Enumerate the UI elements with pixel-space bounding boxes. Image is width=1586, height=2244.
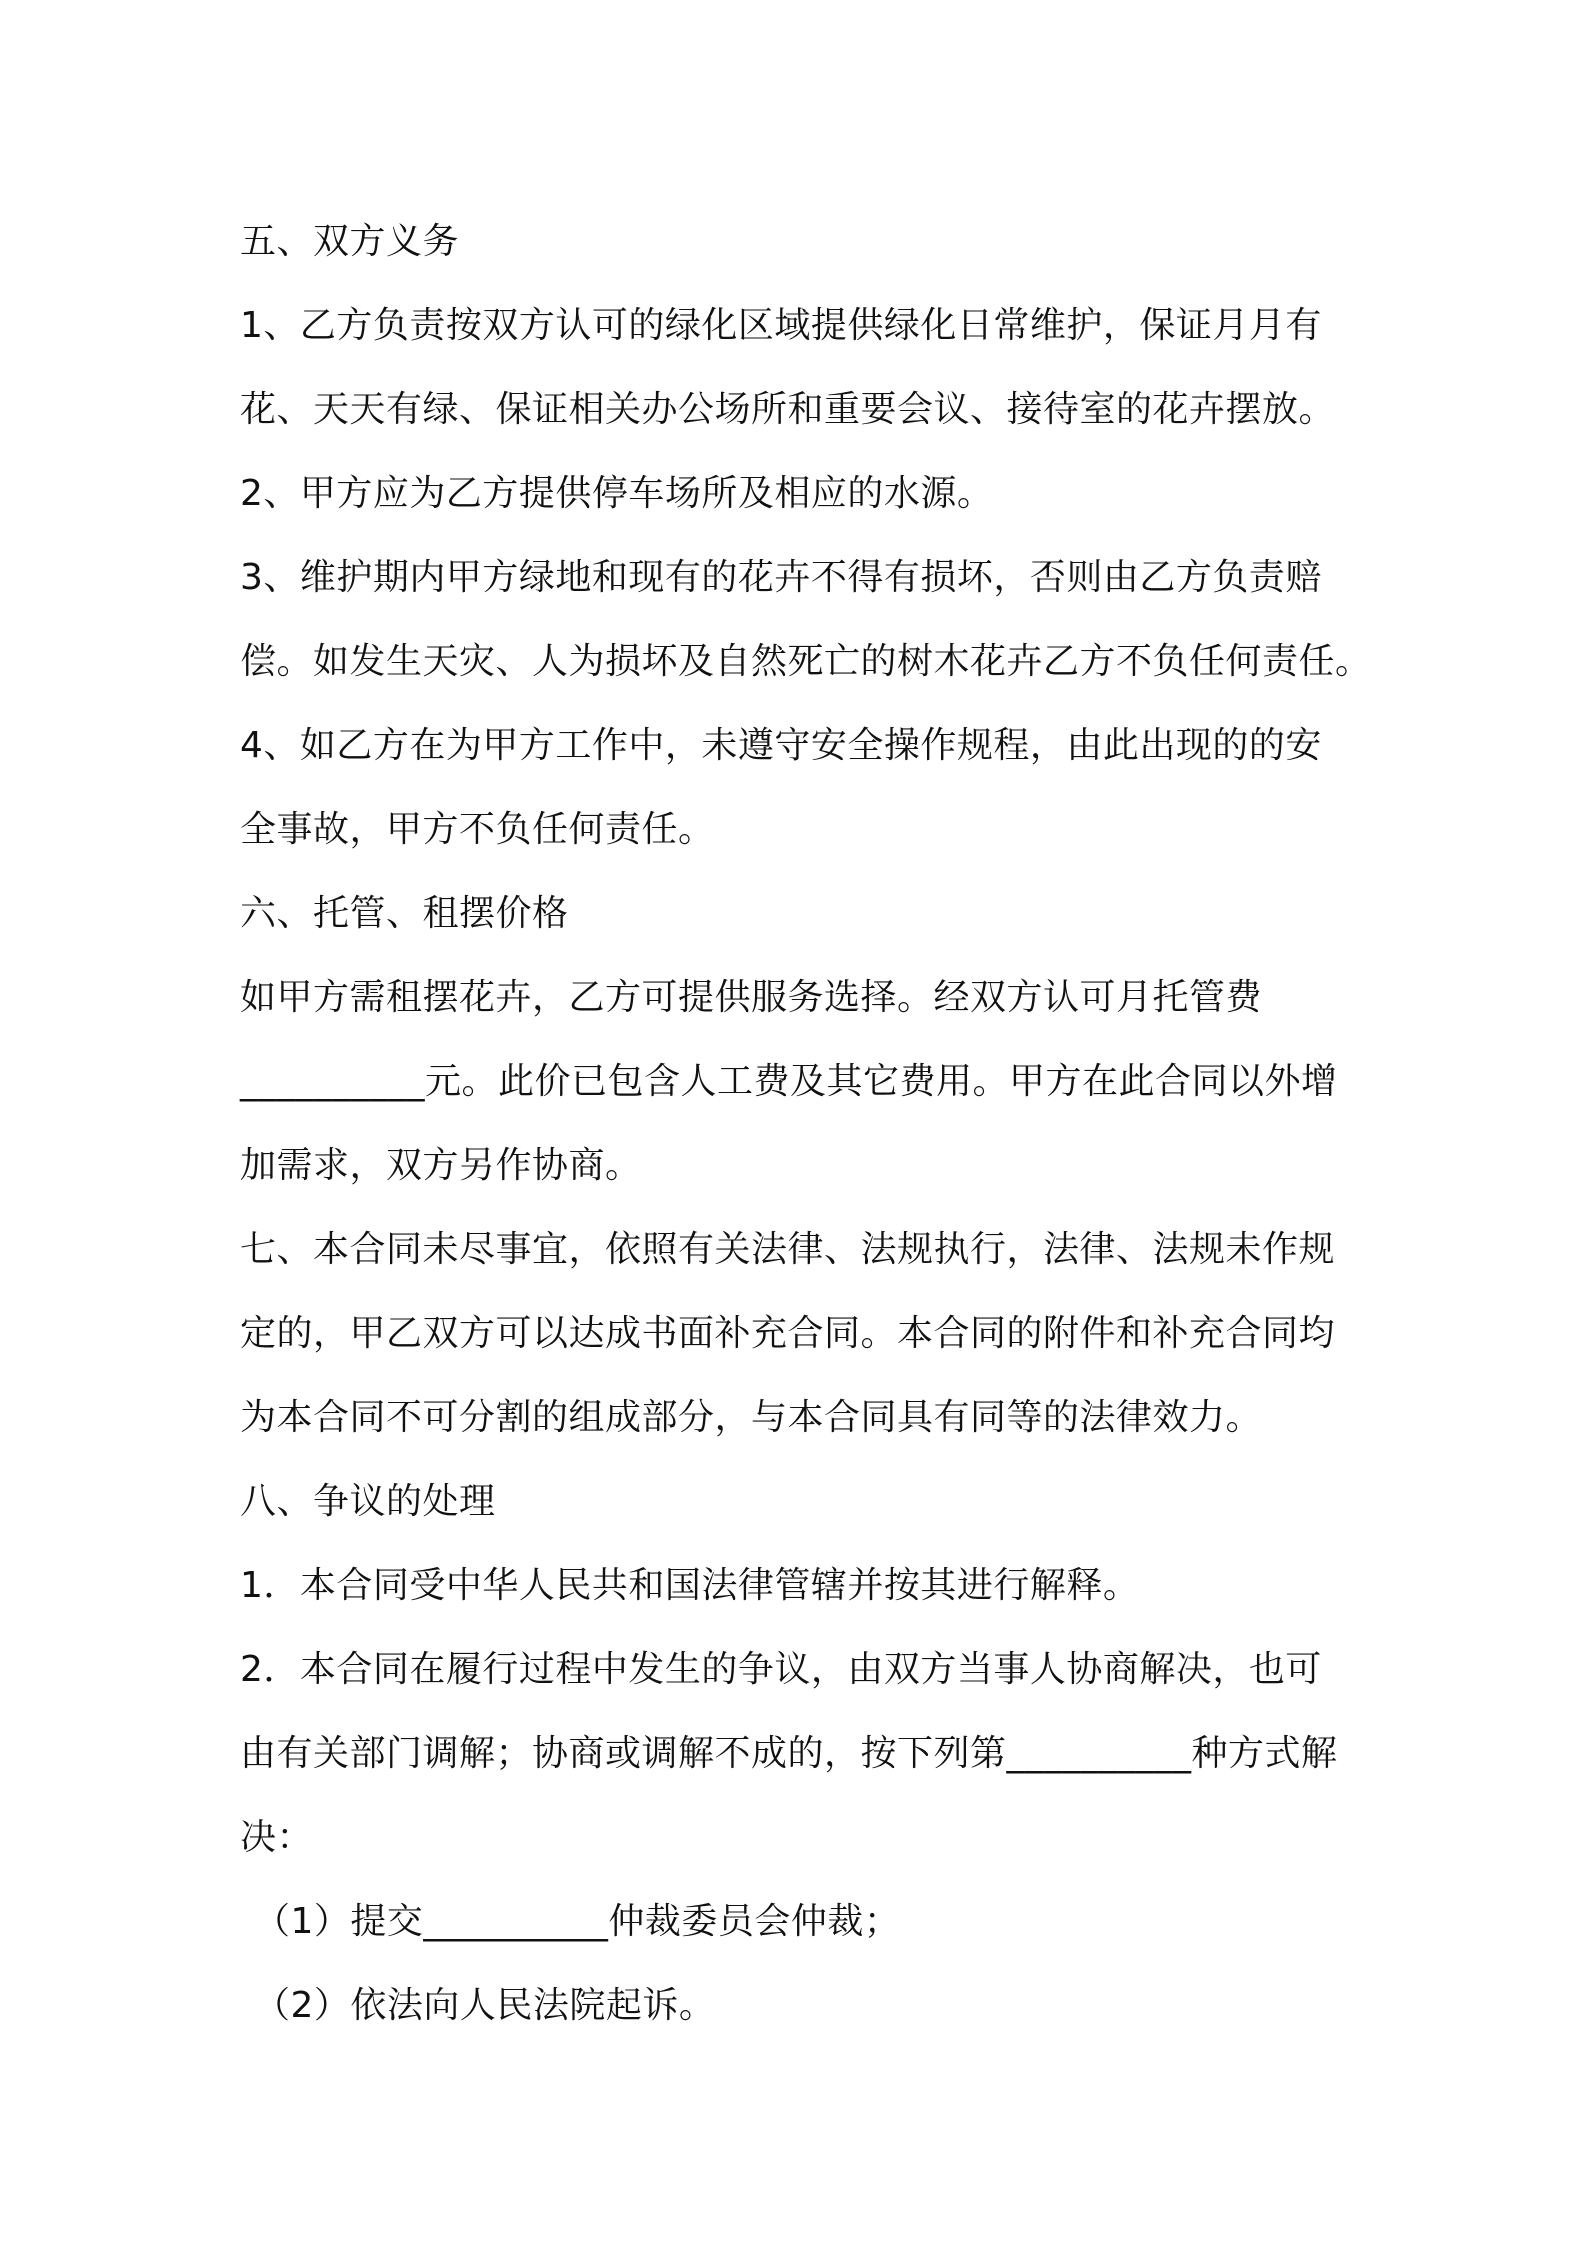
paragraph-line: 加需求，双方另作协商。 bbox=[240, 1145, 642, 1186]
paragraph-line: 定的，甲乙双方可以达成书面补充合同。本合同的附件和补充合同均 bbox=[240, 1313, 1336, 1354]
paragraph-line: 2、甲方应为乙方提供停车场所及相应的水源。 bbox=[240, 473, 994, 514]
paragraph-line: 1．本合同受中华人民共和国法律管辖并按其进行解释。 bbox=[240, 1565, 1140, 1606]
paragraph-line: 2．本合同在履行过程中发生的争议，由双方当事人协商解决，也可 bbox=[240, 1649, 1322, 1690]
document-body bbox=[240, 200, 1372, 2048]
paragraph-line: 1、乙方负责按双方认可的绿化区域提供绿化日常维护，保证月月有 bbox=[240, 305, 1322, 346]
paragraph-line: 为本合同不可分割的组成部分，与本合同具有同等的法律效力。 bbox=[240, 1397, 1263, 1438]
paragraph-line-fee-blank: __________元。此价已包含人工费及其它费用。甲方在此合同以外增 bbox=[240, 1061, 1338, 1102]
section-heading-obligations: 五、双方义务 bbox=[240, 221, 460, 262]
paragraph-line-method-blank: 由有关部门调解；协商或调解不成的，按下列第__________种方式解 bbox=[240, 1733, 1338, 1774]
section-heading-disputes: 八、争议的处理 bbox=[240, 1481, 496, 1522]
paragraph-line: 偿。如发生天灾、人为损坏及自然死亡的树木花卉乙方不负任何责任。 bbox=[240, 641, 1372, 682]
paragraph-line: 花、天天有绿、保证相关办公场所和重要会议、接待室的花卉摆放。 bbox=[240, 389, 1336, 430]
paragraph-line: 如甲方需租摆花卉，乙方可提供服务选择。经双方认可月托管费 bbox=[240, 977, 1263, 1018]
option-court: （2）依法向人民法院起诉。 bbox=[254, 1985, 716, 2026]
paragraph-line: 3、维护期内甲方绿地和现有的花卉不得有损坏，否则由乙方负责赔 bbox=[240, 557, 1322, 598]
paragraph-line: 4、如乙方在为甲方工作中，未遵守安全操作规程，由此出现的的安 bbox=[240, 725, 1322, 766]
option-arbitration: （1）提交__________仲裁委员会仲裁； bbox=[254, 1901, 901, 1942]
paragraph-line: 决： bbox=[240, 1817, 314, 1858]
paragraph-line: 七、本合同未尽事宜，依照有关法律、法规执行，法律、法规未作规 bbox=[240, 1229, 1336, 1270]
paragraph-line: 全事故，甲方不负任何责任。 bbox=[240, 809, 715, 850]
section-heading-pricing: 六、托管、租摆价格 bbox=[240, 893, 569, 934]
